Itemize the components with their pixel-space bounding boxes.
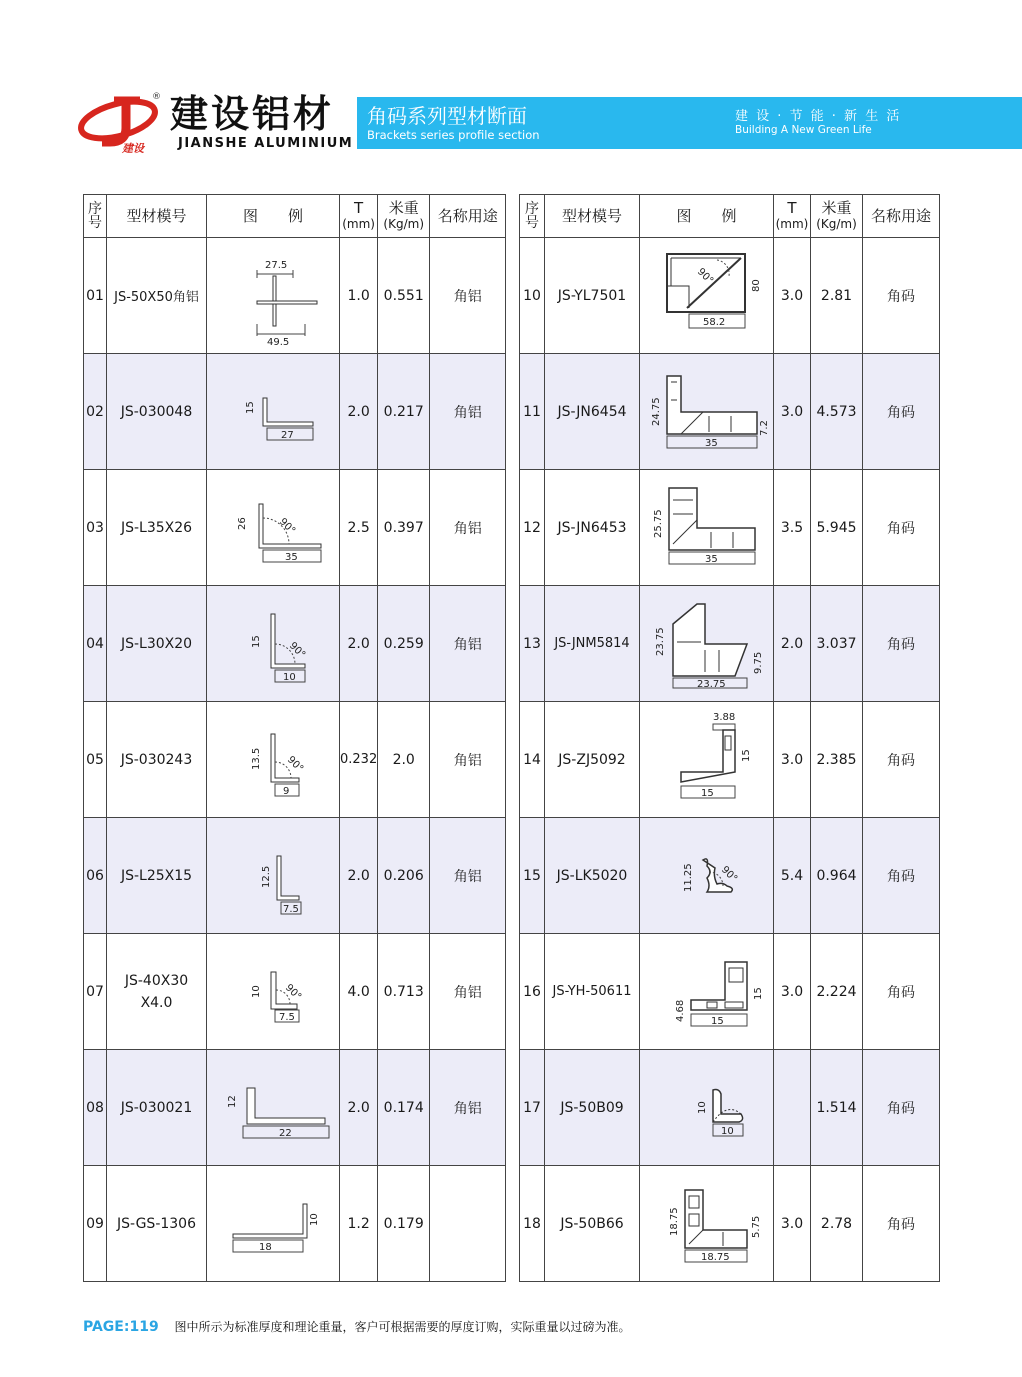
table-row <box>520 934 940 1050</box>
profile-drawing <box>213 246 333 346</box>
dim-label: 90° <box>694 265 715 287</box>
row-model: JS-ZJ5092 <box>545 702 640 818</box>
dim-label: 12.5 <box>261 865 272 888</box>
dim-label: 7.5 <box>279 1011 295 1023</box>
table-row <box>520 1050 940 1166</box>
row-model: JS-030243 <box>107 702 207 818</box>
row-weight: 0.964 <box>811 818 863 934</box>
row-use: 角码 <box>863 1050 940 1166</box>
dim-label: 90° <box>718 863 739 885</box>
profile-drawing <box>647 942 767 1042</box>
dim-label: 80 <box>750 278 762 292</box>
row-use: 角铝 <box>430 1050 506 1166</box>
table-row <box>84 1050 506 1166</box>
row-thickness: 2.5 <box>340 470 378 586</box>
title-banner <box>357 97 1022 149</box>
profile-drawing <box>647 362 770 462</box>
row-thickness: 2.0 <box>774 586 811 702</box>
row-thickness: 5.4 <box>774 818 811 934</box>
row-model: JS-GS-1306 <box>107 1166 207 1282</box>
table-row <box>84 818 506 934</box>
row-model: JS-JN6453 <box>545 470 640 586</box>
row-thickness: 3.0 <box>774 238 811 354</box>
profile-drawing <box>647 246 767 346</box>
row-thickness: 3.0 <box>774 354 811 470</box>
row-thickness <box>774 1050 811 1166</box>
row-no: 05 <box>84 702 107 818</box>
row-no: 02 <box>84 354 107 470</box>
row-use: 角码 <box>863 470 940 586</box>
profile-drawing <box>647 710 767 810</box>
header-no: 序号 <box>84 195 107 238</box>
row-thickness: 2.0 <box>340 1050 378 1166</box>
row-weight: 0.259 <box>378 586 430 702</box>
header-weight-unit: (Kg/m) <box>383 216 425 231</box>
row-no: 10 <box>520 238 545 354</box>
dim-label: 9.75 <box>752 651 764 674</box>
table-row <box>520 586 940 702</box>
row-use: 角铝 <box>430 702 506 818</box>
table-row <box>520 702 940 818</box>
table-row <box>520 1166 940 1282</box>
row-no: 13 <box>520 586 545 702</box>
dim-label: 35 <box>704 437 718 449</box>
brand-name-en: JIANSHE ALUMINIUM <box>178 136 354 151</box>
row-use: 角码 <box>863 818 940 934</box>
dim-label: 35 <box>285 551 298 563</box>
row-weight: 2.78 <box>811 1166 863 1282</box>
profile-drawing <box>213 594 333 694</box>
table-row <box>84 470 506 586</box>
table-row <box>84 934 506 1050</box>
dim-label: 23.75 <box>654 626 666 656</box>
dim-label: 15 <box>700 787 714 799</box>
table-row <box>520 238 940 354</box>
table-row <box>520 354 940 470</box>
dim-label: 10 <box>251 984 262 998</box>
page-number: PAGE:119 <box>83 1319 159 1335</box>
dim-label: 15 <box>740 748 752 762</box>
dim-label: 58.2 <box>702 316 725 328</box>
row-use: 角码 <box>863 238 940 354</box>
row-weight: 2.224 <box>811 934 863 1050</box>
header-weight-unit: (Kg/m) <box>816 216 857 231</box>
row-model: JS-JNM5814 <box>545 586 640 702</box>
row-no: 11 <box>520 354 545 470</box>
row-weight: 0.179 <box>378 1166 430 1282</box>
profile-table-right <box>519 194 940 1282</box>
dim-label: 4.68 <box>674 999 686 1022</box>
row-weight: 0.174 <box>378 1050 430 1166</box>
row-figure <box>640 586 774 702</box>
dim-label: 15 <box>245 400 256 414</box>
row-no: 15 <box>520 818 545 934</box>
brand-logo-icon <box>78 92 162 152</box>
dim-label: 18 <box>259 1241 272 1253</box>
row-figure <box>207 702 340 818</box>
row-no: 04 <box>84 586 107 702</box>
dim-label: 26 <box>237 516 248 530</box>
dim-label: 23.75 <box>696 678 726 690</box>
row-figure <box>640 238 774 354</box>
registered-mark: ® <box>152 92 161 102</box>
profile-drawing <box>647 594 767 694</box>
row-model: JS-L30X20 <box>107 586 207 702</box>
header-t-label: T <box>354 198 364 217</box>
row-no: 18 <box>520 1166 545 1282</box>
header-use: 名称用途 <box>430 195 506 238</box>
row-model: JS-L35X26 <box>107 470 207 586</box>
row-figure <box>640 934 774 1050</box>
header-weight <box>378 195 430 238</box>
row-figure <box>640 470 774 586</box>
row-thickness: 4.0 <box>340 934 378 1050</box>
row-use: 角码 <box>863 586 940 702</box>
profile-drawing <box>213 1058 333 1158</box>
row-model: JS-50B09 <box>545 1050 640 1166</box>
row-model: JS-YL7501 <box>545 238 640 354</box>
dim-label: 13.5 <box>251 747 262 770</box>
dim-label: 18.75 <box>668 1206 680 1236</box>
table-row <box>84 586 506 702</box>
row-model: JS-L25X15 <box>107 818 207 934</box>
header-weight-label: 米重 <box>388 198 419 217</box>
row-weight: 0.713 <box>378 934 430 1050</box>
row-no: 17 <box>520 1050 545 1166</box>
dim-label: 90° <box>282 981 304 1003</box>
dim-label: 5.75 <box>750 1215 762 1238</box>
header-t <box>340 195 378 238</box>
dim-label: 10 <box>720 1125 734 1137</box>
header-no: 序号 <box>520 195 545 238</box>
row-figure <box>207 934 340 1050</box>
profile-drawing <box>213 1174 333 1274</box>
row-weight: 2.0 <box>378 702 430 818</box>
row-thickness: 0.232 <box>340 702 378 818</box>
row-model: JS-030021 <box>107 1050 207 1166</box>
row-weight: 3.037 <box>811 586 863 702</box>
profile-drawing <box>647 1058 767 1158</box>
row-figure <box>640 1050 774 1166</box>
header-figure: 图 例 <box>640 195 774 238</box>
row-use: 角码 <box>863 354 940 470</box>
dim-label: 35 <box>704 553 718 565</box>
row-weight: 5.945 <box>811 470 863 586</box>
dim-label: 7.2 <box>758 419 770 436</box>
row-no: 03 <box>84 470 107 586</box>
row-weight: 0.551 <box>378 238 430 354</box>
dim-label: 24.75 <box>650 396 662 426</box>
row-no: 06 <box>84 818 107 934</box>
row-use: 角铝 <box>430 238 506 354</box>
row-weight: 1.514 <box>811 1050 863 1166</box>
row-figure <box>207 470 340 586</box>
dim-label: 12 <box>227 1094 238 1108</box>
dim-label: 27.5 <box>265 259 288 271</box>
row-figure <box>640 818 774 934</box>
row-weight: 0.397 <box>378 470 430 586</box>
dim-label: 25.75 <box>652 508 664 538</box>
row-figure <box>207 1050 340 1166</box>
row-thickness: 1.0 <box>340 238 378 354</box>
dim-label: 15 <box>710 1015 724 1027</box>
footer-note: 图中所示为标准厚度和理论重量，客户可根据需要的厚度订购，实际重量以过磅为准。 <box>174 1320 631 1334</box>
profile-drawing <box>213 478 333 578</box>
header-model: 型材模号 <box>107 195 207 238</box>
dim-label: 15 <box>251 634 262 648</box>
profile-drawing <box>213 362 333 462</box>
header-t-unit: (mm) <box>775 216 809 231</box>
header-weight <box>811 195 863 238</box>
row-model: JS-YH-50611 <box>545 934 640 1050</box>
row-figure <box>640 354 774 470</box>
row-thickness: 2.0 <box>340 818 378 934</box>
dim-label: 90° <box>276 515 298 537</box>
row-weight: 0.217 <box>378 354 430 470</box>
header-t-unit: (mm) <box>342 216 375 231</box>
banner-slogan-cn: 建 设 · 节 能 · 新 生 活 <box>735 109 902 124</box>
row-weight: 2.81 <box>811 238 863 354</box>
table-header-row <box>84 195 506 238</box>
table-row <box>84 238 506 354</box>
dim-label: 22 <box>279 1127 292 1139</box>
dim-label: 10 <box>283 671 296 683</box>
profile-drawing <box>213 942 333 1042</box>
header-model: 型材模号 <box>545 195 640 238</box>
dim-label: 9 <box>283 785 290 797</box>
row-use: 角铝 <box>430 470 506 586</box>
row-use: 角码 <box>863 1166 940 1282</box>
profile-drawing <box>213 710 333 810</box>
profile-drawing <box>213 826 333 926</box>
row-use: 角码 <box>863 934 940 1050</box>
dim-label: 27 <box>281 429 294 441</box>
row-model: JS-50X50角铝 <box>107 238 207 354</box>
header-t <box>774 195 811 238</box>
row-figure <box>207 818 340 934</box>
footer <box>83 1318 631 1335</box>
table-row <box>520 818 940 934</box>
row-use: 角铝 <box>430 354 506 470</box>
banner-slogan-en: Building A New Green Life <box>735 124 872 136</box>
row-model: JS-030048 <box>107 354 207 470</box>
row-no: 08 <box>84 1050 107 1166</box>
row-thickness: 3.0 <box>774 934 811 1050</box>
row-figure <box>207 354 340 470</box>
row-no: 16 <box>520 934 545 1050</box>
brand-name-cn: 建设铝材 <box>170 92 335 136</box>
row-thickness: 2.0 <box>340 354 378 470</box>
row-model: JS-JN6454 <box>545 354 640 470</box>
row-figure <box>640 702 774 818</box>
row-no: 14 <box>520 702 545 818</box>
row-no: 09 <box>84 1166 107 1282</box>
row-no: 01 <box>84 238 107 354</box>
row-weight: 2.385 <box>811 702 863 818</box>
row-weight: 0.206 <box>378 818 430 934</box>
row-use: 角码 <box>863 702 940 818</box>
row-no: 12 <box>520 470 545 586</box>
table-row <box>84 354 506 470</box>
banner-title-en: Brackets series profile section <box>367 128 540 142</box>
header-use: 名称用途 <box>863 195 940 238</box>
row-use: 角铝 <box>430 586 506 702</box>
dim-label: 11.25 <box>682 862 694 892</box>
dim-label: 49.5 <box>267 336 290 348</box>
dim-label: 90° <box>284 753 306 775</box>
profile-drawing <box>647 826 767 926</box>
dim-label: 10 <box>309 1212 320 1226</box>
header-weight-label: 米重 <box>821 198 852 217</box>
row-use <box>430 1166 506 1282</box>
row-use: 角铝 <box>430 934 506 1050</box>
row-no: 07 <box>84 934 107 1050</box>
row-figure <box>207 586 340 702</box>
dim-label: 18.75 <box>700 1251 730 1263</box>
table-header-row <box>520 195 940 238</box>
dim-label: 10 <box>696 1100 708 1114</box>
banner-title-cn: 角码系列型材断面 <box>367 104 527 128</box>
header-figure: 图 例 <box>207 195 340 238</box>
row-thickness: 3.0 <box>774 702 811 818</box>
row-model: JS-50B66 <box>545 1166 640 1282</box>
dim-label: 15 <box>752 986 764 1000</box>
row-thickness: 2.0 <box>340 586 378 702</box>
row-weight: 4.573 <box>811 354 863 470</box>
row-model: JS-40X30X4.0 <box>107 934 207 1050</box>
row-figure <box>207 238 340 354</box>
table-row <box>520 470 940 586</box>
row-use: 角铝 <box>430 818 506 934</box>
row-thickness: 1.2 <box>340 1166 378 1282</box>
logo-mark-text: 建设 <box>122 142 144 155</box>
table-row <box>84 702 506 818</box>
dim-label: 3.88 <box>712 711 735 723</box>
row-figure <box>207 1166 340 1282</box>
row-model: JS-LK5020 <box>545 818 640 934</box>
profile-drawing <box>647 1174 767 1274</box>
dim-label: 90° <box>286 639 308 661</box>
header-t-label: T <box>787 198 797 217</box>
row-thickness: 3.0 <box>774 1166 811 1282</box>
row-figure <box>640 1166 774 1282</box>
profile-table-left <box>83 194 506 1282</box>
row-thickness: 3.5 <box>774 470 811 586</box>
dim-label: 7.5 <box>283 903 299 915</box>
table-row <box>84 1166 506 1282</box>
profile-drawing <box>647 478 767 578</box>
